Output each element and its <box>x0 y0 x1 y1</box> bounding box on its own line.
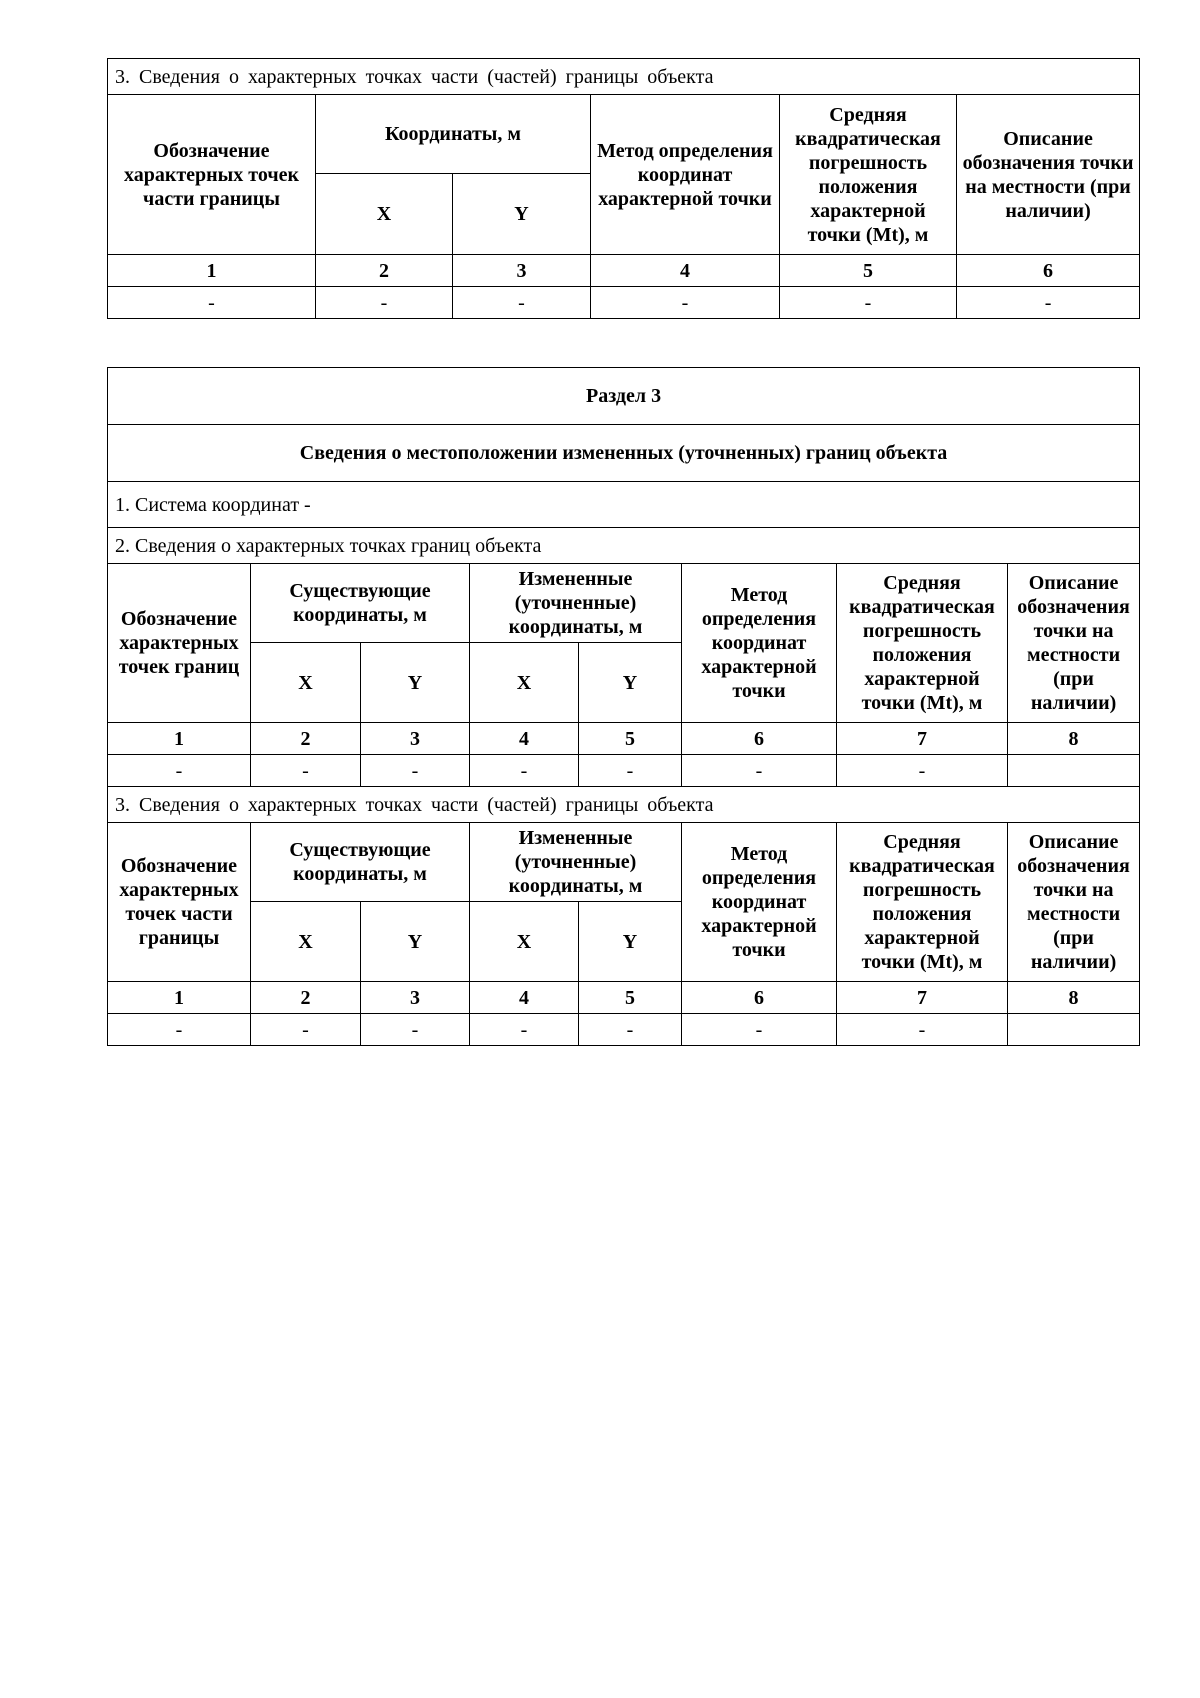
sub3-header-existing: Существующие координаты, м <box>251 823 470 902</box>
sub2-cell: - <box>470 755 579 787</box>
table1-col-number: 3 <box>453 255 591 287</box>
sub2-header-changed: Измененные (уточненные) координаты, м <box>470 564 682 643</box>
sub2-header-x: X <box>251 643 361 723</box>
table1-header-x: X <box>316 174 453 255</box>
sub2-cell <box>1008 755 1140 787</box>
table1-col-number: 2 <box>316 255 453 287</box>
sub3-col-number: 8 <box>1008 982 1140 1014</box>
sub3-col-number: 3 <box>361 982 470 1014</box>
section3-heading: Раздел 3 <box>108 368 1140 425</box>
sub2-header-error: Средняя квадратическая погрешность положения характерной точки (Mt), м <box>837 564 1008 723</box>
table1-col-number: 4 <box>591 255 780 287</box>
sub2-cell: - <box>579 755 682 787</box>
sub3-cell: - <box>251 1014 361 1046</box>
sub2-col-number: 5 <box>579 723 682 755</box>
sub3-header-changed: Измененные (уточненные) координаты, м <box>470 823 682 902</box>
sub3-header-description: Описание обозначения точки на местности (при наличии) <box>1008 823 1140 982</box>
sub3-header-y: Y <box>579 902 682 982</box>
sub2-col-number: 7 <box>837 723 1008 755</box>
sub2-header-existing: Существующие координаты, м <box>251 564 470 643</box>
sub3-cell: - <box>579 1014 682 1046</box>
sub3-cell <box>1008 1014 1140 1046</box>
section3-table <box>107 367 1140 1046</box>
sub2-header-designation: Обозначение характерных точек границ <box>108 564 251 723</box>
sub2-col-number: 1 <box>108 723 251 755</box>
sub2-cell: - <box>837 755 1008 787</box>
table1-header-coords: Координаты, м <box>316 95 591 174</box>
table1-title: 3. Сведения о характерных точках части (частей) границы объекта <box>108 59 1140 95</box>
sub3-header-method: Метод определения координат характерной точки <box>682 823 837 982</box>
sub3-title: 3. Сведения о характерных точках части (частей) границы объекта <box>108 787 1140 823</box>
table1-col-number: 1 <box>108 255 316 287</box>
table1-cell: - <box>108 287 316 319</box>
sub2-col-number: 6 <box>682 723 837 755</box>
table1-col-number: 5 <box>780 255 957 287</box>
sub3-header-y: Y <box>361 902 470 982</box>
sub3-cell: - <box>361 1014 470 1046</box>
sub3-cell: - <box>682 1014 837 1046</box>
sub2-header-y: Y <box>579 643 682 723</box>
table1-cell: - <box>957 287 1140 319</box>
sub2-header-method: Метод определения координат характерной точки <box>682 564 837 723</box>
part-boundary-points-table <box>107 58 1140 319</box>
sub3-header-designation: Обозначение характерных точек части границы <box>108 823 251 982</box>
sub3-header-error: Средняя квадратическая погрешность положения характерной точки (Mt), м <box>837 823 1008 982</box>
sub3-col-number: 2 <box>251 982 361 1014</box>
sub3-cell: - <box>837 1014 1008 1046</box>
sub3-col-number: 4 <box>470 982 579 1014</box>
table1-header-description: Описание обозначения точки на местности (при наличии) <box>957 95 1140 255</box>
sub2-cell: - <box>682 755 837 787</box>
sub2-col-number: 8 <box>1008 723 1140 755</box>
sub2-header-y: Y <box>361 643 470 723</box>
sub3-col-number: 7 <box>837 982 1008 1014</box>
sub3-col-number: 5 <box>579 982 682 1014</box>
sub2-col-number: 4 <box>470 723 579 755</box>
sub3-header-x: X <box>251 902 361 982</box>
sub2-cell: - <box>108 755 251 787</box>
table1-header-error: Средняя квадратическая погрешность положения характерной точки (Mt), м <box>780 95 957 255</box>
sub2-header-x: X <box>470 643 579 723</box>
sub2-cell: - <box>361 755 470 787</box>
coord-system-row: 1. Система координат - <box>108 482 1140 528</box>
sub2-title: 2. Сведения о характерных точках границ объекта <box>108 528 1140 564</box>
sub2-cell: - <box>251 755 361 787</box>
sub2-col-number: 2 <box>251 723 361 755</box>
sub3-header-x: X <box>470 902 579 982</box>
sub3-col-number: 1 <box>108 982 251 1014</box>
sub2-col-number: 3 <box>361 723 470 755</box>
sub2-header-description: Описание обозначения точки на местности (при наличии) <box>1008 564 1140 723</box>
table1-header-y: Y <box>453 174 591 255</box>
sub3-col-number: 6 <box>682 982 837 1014</box>
table1-cell: - <box>453 287 591 319</box>
sub3-cell: - <box>108 1014 251 1046</box>
sub3-cell: - <box>470 1014 579 1046</box>
table1-cell: - <box>780 287 957 319</box>
table1-cell: - <box>591 287 780 319</box>
table1-header-designation: Обозначение характерных точек части границы <box>108 95 316 255</box>
section3-title: Сведения о местоположении измененных (уточненных) границ объекта <box>108 425 1140 482</box>
table1-header-method: Метод определения координат характерной точки <box>591 95 780 255</box>
table1-col-number: 6 <box>957 255 1140 287</box>
table1-cell: - <box>316 287 453 319</box>
